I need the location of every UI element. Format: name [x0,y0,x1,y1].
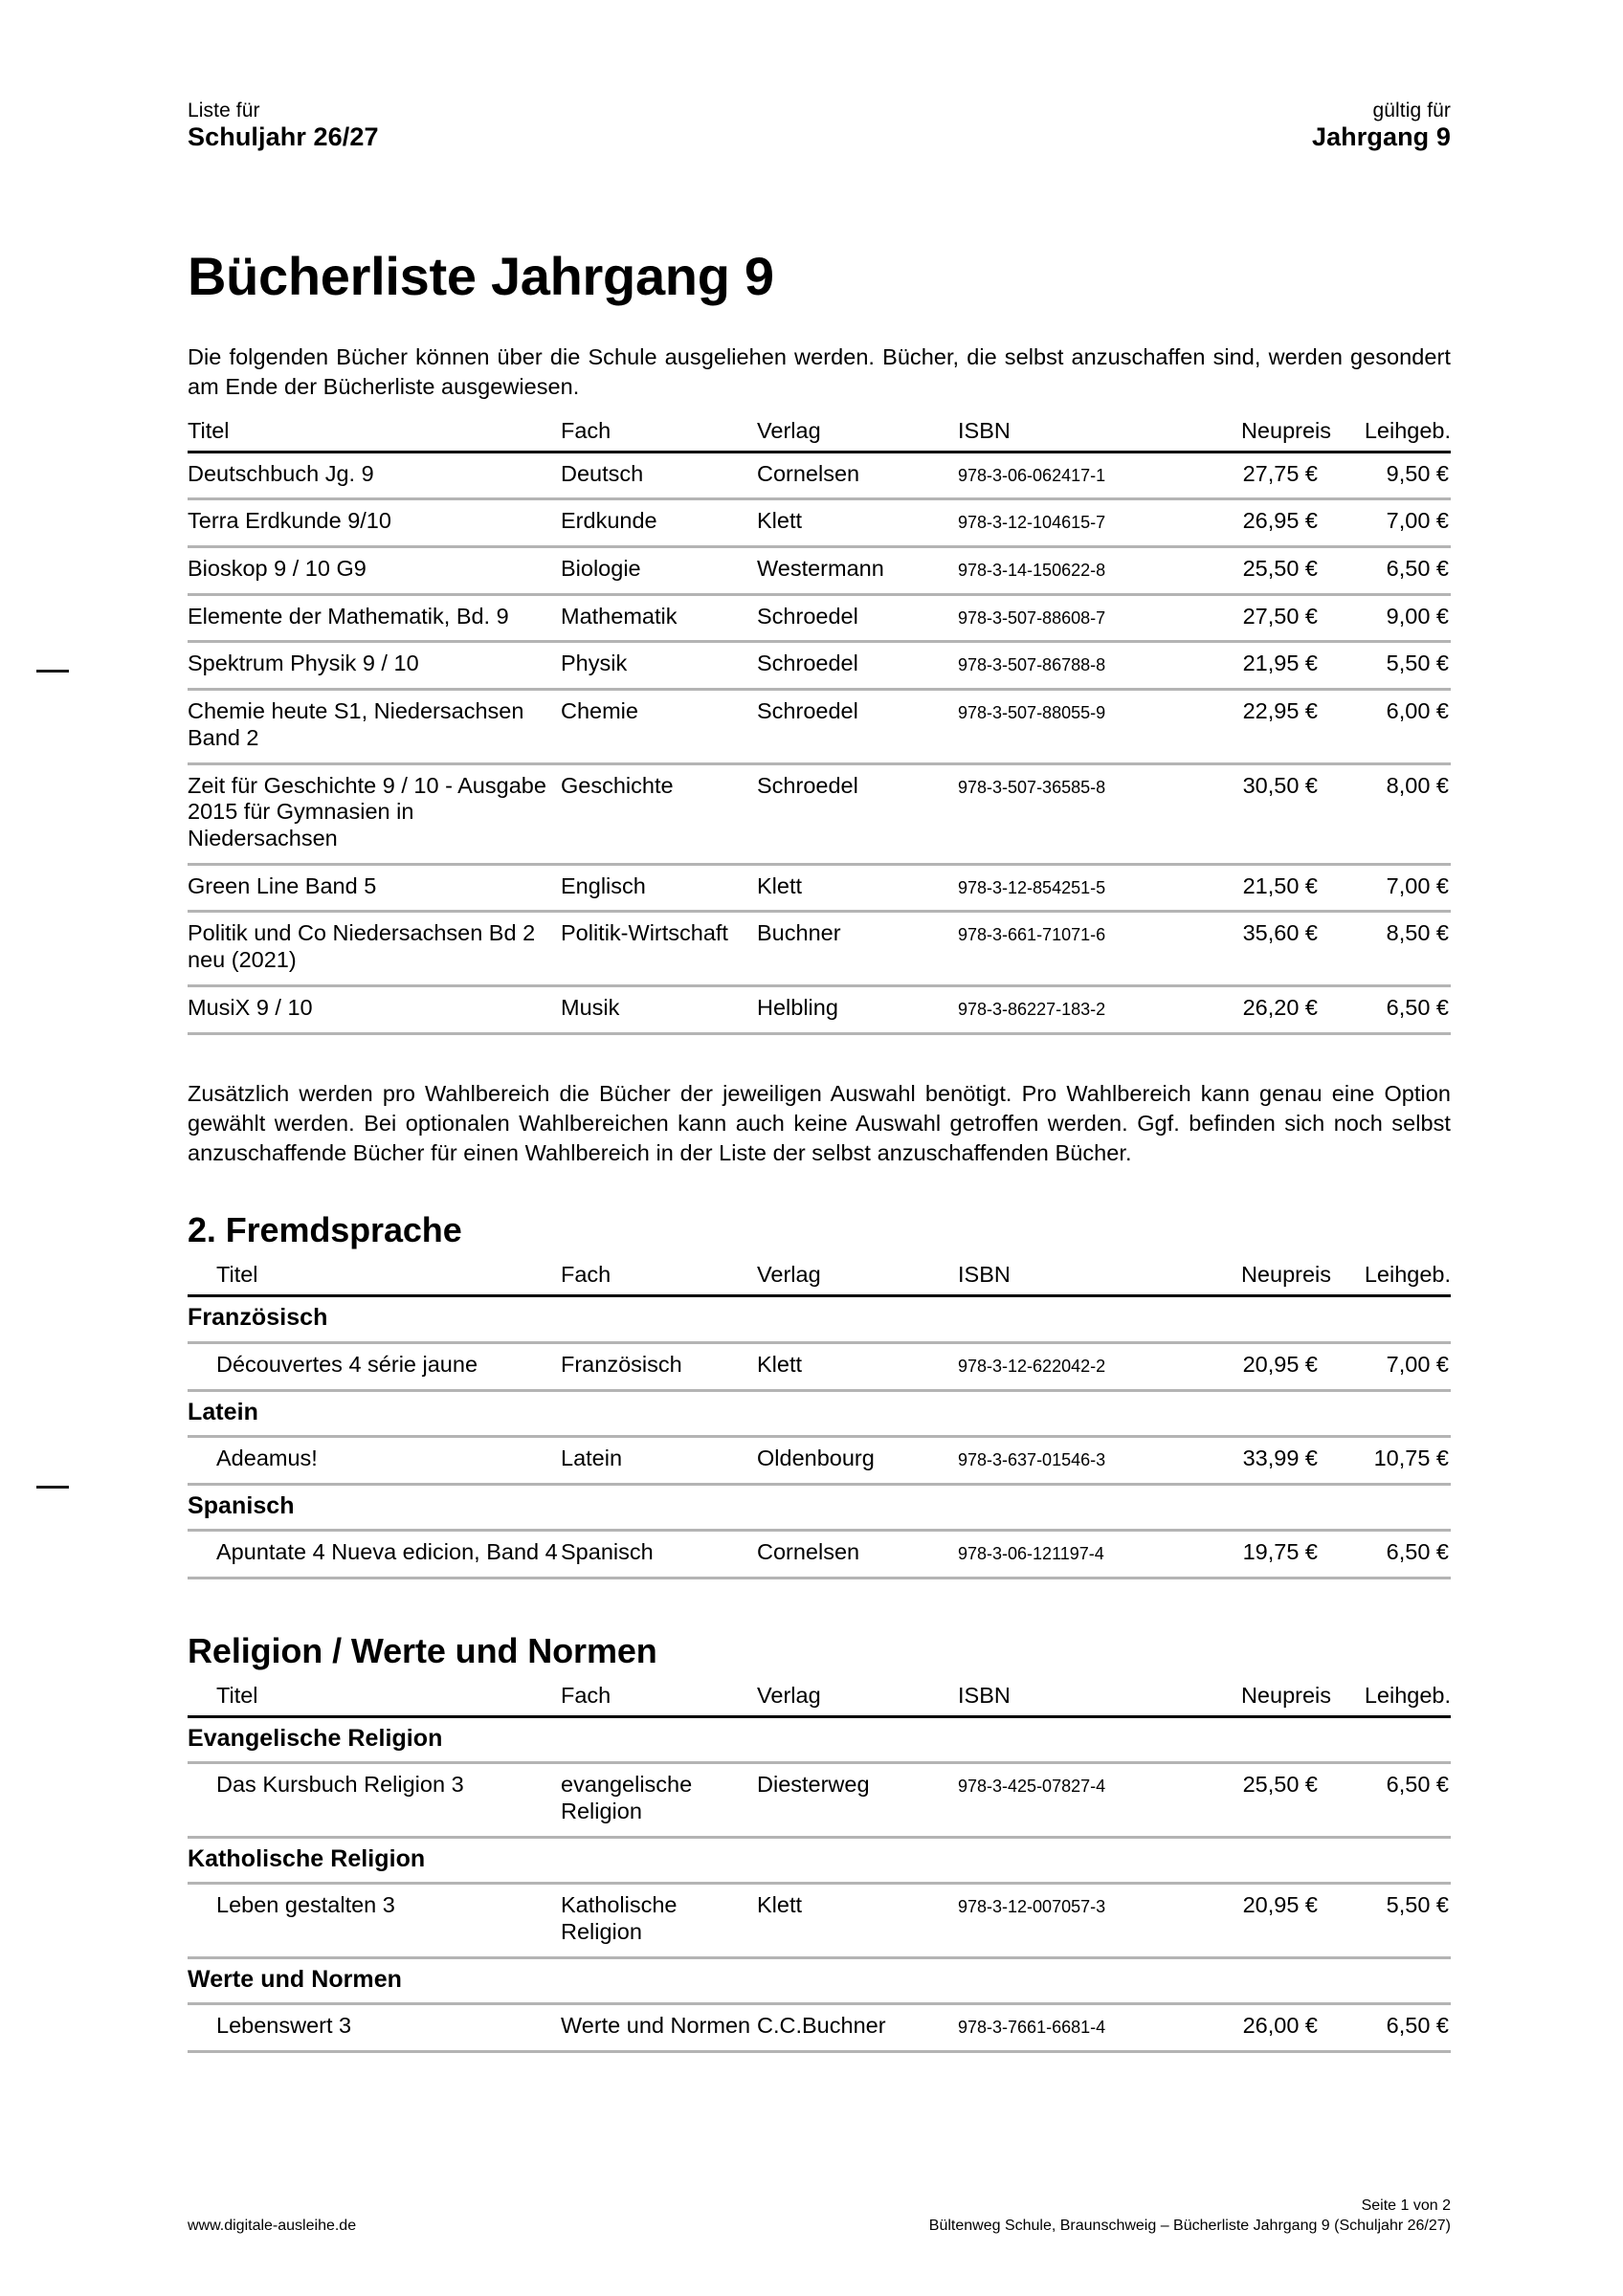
header-left-value: Schuljahr 26/27 [188,122,379,152]
column-header-neupreis: Neupreis [1240,417,1331,443]
book-isbn: 978-3-637-01546-3 [958,1450,1106,1470]
option-group-heading-row [188,1957,1451,2004]
book-title: Deutschbuch Jg. 9 [188,460,374,486]
table-row [188,594,1451,642]
book-publisher: Schroedel [757,698,858,724]
intro-paragraph: Die folgenden Bücher können über die Schule ausgeliehen werden. Bücher, die selbst anzuschaffen sind, werden gesondert am Ende der Bücherliste ausgewiesen. [188,344,1451,400]
book-subject: Französisch [561,1351,682,1377]
book-title: MusiX 9 / 10 [188,994,313,1020]
book-new-price: 27,75 € [1242,460,1318,486]
book-rental-fee: 8,00 € [1386,772,1449,798]
book-publisher: Helbling [757,994,838,1020]
book-publisher: Klett [757,1892,803,1918]
column-header-titel: Titel [216,1682,258,1708]
book-title: Zeit für Geschichte 9 / 10 - Ausgabe 2015 für Gymnasien in Niedersachsen [188,772,546,850]
table-row [188,642,1451,690]
main-table-body [188,452,1451,1033]
table-row [188,1437,1451,1485]
book-subject: Mathematik [561,603,678,629]
header-right-label: gültig für [1372,99,1451,121]
book-subject: Geschichte [561,772,674,798]
note-paragraph: Zusätzlich werden pro Wahlbereich die Bücher der jeweiligen Auswahl benötigt. Pro Wahlbereich kann genau eine Option gewählt werden. Bei optionalen Wahlbereichen kann auch keine Auswahl getroffen werden. Ggf. befinden sich noch selbst anzuschaffende Bücher für einen Wahlbereich in der Liste der selbst anzuschaffenden Bücher. [188,1080,1451,1166]
option-group-label: Katholische Religion [188,1844,426,1872]
column-header-neupreis: Neupreis [1240,1682,1331,1708]
book-isbn: 978-3-14-150622-8 [958,560,1106,580]
book-subject: Musik [561,994,620,1020]
option-book-table [188,1683,1451,2053]
table-row [188,499,1451,547]
book-new-price: 20,95 € [1242,1351,1318,1377]
book-rental-fee: 7,00 € [1386,1351,1449,1377]
fold-mark-top [36,670,69,673]
book-new-price: 19,75 € [1242,1539,1318,1565]
page-title: Bücherliste Jahrgang 9 [188,245,774,306]
book-rental-fee: 5,50 € [1386,651,1449,676]
book-rental-fee: 6,50 € [1386,2013,1449,2039]
option-book-table [188,1262,1451,1579]
book-title: Apuntate 4 Nueva edicion, Band 4 [216,1539,558,1565]
book-publisher: Westermann [757,555,884,581]
column-header-titel: Titel [188,417,230,443]
book-rental-fee: 6,50 € [1386,994,1449,1020]
column-header-leihgeb: Leihgeb. [1364,417,1451,443]
book-rental-fee: 8,50 € [1386,920,1449,946]
table-row [188,1763,1451,1837]
book-rental-fee: 6,50 € [1386,1539,1449,1565]
table-row [188,1531,1451,1578]
header-right-value: Jahrgang 9 [1311,122,1451,152]
book-publisher: Klett [757,508,803,534]
book-new-price: 25,50 € [1242,555,1318,581]
book-new-price: 25,50 € [1242,1772,1318,1798]
book-title: Politik und Co Niedersachsen Bd 2 neu (2021) [188,920,536,973]
book-rental-fee: 9,50 € [1386,460,1449,486]
main-book-table [188,418,1451,1035]
book-new-price: 22,95 € [1242,698,1318,724]
fold-mark-bottom [36,1486,69,1489]
column-header-neupreis: Neupreis [1240,1262,1331,1288]
option-table-header-row [188,1262,1451,1296]
book-isbn: 978-3-661-71071-6 [958,925,1106,945]
option-group-label: Spanisch [188,1491,295,1519]
book-new-price: 26,00 € [1242,2013,1318,2039]
footer-website: www.digitale-ausleihe.de [188,2218,357,2235]
table-row [188,2004,1451,2052]
sections-container [188,1210,1451,2053]
column-header-verlag: Verlag [757,417,821,443]
book-isbn: 978-3-425-07827-4 [958,1777,1106,1797]
book-rental-fee: 6,00 € [1386,698,1449,724]
main-table-header-row [188,418,1451,453]
document-header [188,99,1451,153]
book-new-price: 33,99 € [1242,1446,1318,1471]
book-rental-fee: 7,00 € [1386,872,1449,898]
section-heading: Religion / Werte und Normen [188,1630,657,1670]
book-title: Bioskop 9 / 10 G9 [188,555,367,581]
table-row [188,546,1451,594]
option-table-body [188,1296,1451,1578]
document-footer [188,2196,1451,2237]
footer-right-block [929,2196,1451,2237]
main-table-head [188,418,1451,453]
book-subject: Deutsch [561,460,644,486]
footer-page-info: Seite 1 von 2 [1361,2197,1451,2214]
column-header-titel: Titel [216,1262,258,1288]
section-heading: 2. Fremdsprache [188,1210,462,1250]
header-left-block [188,99,379,153]
book-isbn: 978-3-7661-6681-4 [958,2018,1106,2038]
book-isbn: 978-3-507-86788-8 [958,655,1106,675]
book-publisher: Schroedel [757,651,858,676]
option-group-heading-row [188,1716,1451,1763]
book-subject: Politik-Wirtschaft [561,920,728,946]
book-rental-fee: 10,75 € [1373,1446,1449,1471]
book-rental-fee: 5,50 € [1386,1892,1449,1918]
column-header-leihgeb: Leihgeb. [1364,1262,1451,1288]
book-isbn: 978-3-507-88055-9 [958,703,1106,723]
book-new-price: 21,50 € [1242,872,1318,898]
option-table-body [188,1716,1451,2051]
column-header-leihgeb: Leihgeb. [1364,1682,1451,1708]
book-rental-fee: 6,50 € [1386,1772,1449,1798]
book-new-price: 21,95 € [1242,651,1318,676]
book-rental-fee: 9,00 € [1386,603,1449,629]
book-subject: Englisch [561,872,646,898]
column-header-verlag: Verlag [757,1682,821,1708]
document-content [188,342,1451,2053]
option-group-heading-row [188,1296,1451,1343]
option-table-header-row [188,1683,1451,1717]
table-row [188,864,1451,912]
table-row [188,452,1451,499]
book-rental-fee: 6,50 € [1386,555,1449,581]
book-subject: Biologie [561,555,641,581]
book-subject: Chemie [561,698,638,724]
book-subject: Erdkunde [561,508,657,534]
book-new-price: 27,50 € [1242,603,1318,629]
table-row [188,985,1451,1033]
book-new-price: 26,95 € [1242,508,1318,534]
book-rental-fee: 7,00 € [1386,508,1449,534]
column-header-verlag: Verlag [757,1262,821,1288]
header-left-label: Liste für [188,99,260,121]
book-isbn: 978-3-12-854251-5 [958,877,1106,897]
table-row [188,1884,1451,1957]
book-title: Terra Erdkunde 9/10 [188,508,391,534]
book-isbn: 978-3-86227-183-2 [958,999,1106,1019]
column-header-isbn: ISBN [958,1682,1011,1708]
option-group-label: Französisch [188,1304,328,1332]
book-isbn: 978-3-507-36585-8 [958,777,1106,797]
book-publisher: Buchner [757,920,841,946]
book-title: Chemie heute S1, Niedersachsen Band 2 [188,698,524,750]
column-header-isbn: ISBN [958,417,1011,443]
footer-document-info: Bültenweg Schule, Braunschweig – Bücherliste Jahrgang 9 (Schuljahr 26/27) [928,2218,1451,2235]
book-subject: Spanisch [561,1539,654,1565]
book-publisher: Schroedel [757,772,858,798]
book-isbn: 978-3-06-062417-1 [958,465,1106,485]
book-publisher: Diesterweg [757,1772,870,1798]
book-title: Découvertes 4 série jaune [216,1351,478,1377]
book-subject: Werte und Normen [561,2013,751,2039]
book-publisher: Klett [757,872,803,898]
book-isbn: 978-3-06-121197-4 [958,1544,1104,1564]
book-title: Adeamus! [216,1446,318,1471]
option-group-label: Werte und Normen [188,1965,402,1993]
book-isbn: 978-3-507-88608-7 [958,607,1106,628]
book-title: Lebenswert 3 [216,2013,352,2039]
table-row [188,763,1451,864]
book-subject: Katholische Religion [561,1892,678,1945]
book-subject: evangelische Religion [561,1772,693,1824]
book-title: Spektrum Physik 9 / 10 [188,651,419,676]
option-group-heading-row [188,1484,1451,1531]
option-group-label: Evangelische Religion [188,1724,443,1752]
option-group-heading-row [188,1390,1451,1437]
book-subject: Physik [561,651,628,676]
header-right-block [1312,99,1451,153]
book-new-price: 26,20 € [1242,994,1318,1020]
book-new-price: 20,95 € [1242,1892,1318,1918]
table-row [188,690,1451,763]
book-publisher: Cornelsen [757,460,860,486]
book-title: Elemente der Mathematik, Bd. 9 [188,603,509,629]
book-publisher: C.C.Buchner [757,2013,886,2039]
book-isbn: 978-3-12-104615-7 [958,513,1106,533]
book-title: Leben gestalten 3 [216,1892,395,1918]
column-header-fach: Fach [561,1682,611,1708]
option-group-heading-row [188,1837,1451,1884]
table-row [188,1342,1451,1390]
book-isbn: 978-3-12-622042-2 [958,1356,1106,1376]
book-new-price: 35,60 € [1242,920,1318,946]
table-row [188,912,1451,985]
book-publisher: Oldenbourg [757,1446,875,1471]
book-publisher: Cornelsen [757,1539,860,1565]
book-title: Green Line Band 5 [188,872,377,898]
book-subject: Latein [561,1446,623,1471]
column-header-fach: Fach [561,417,611,443]
column-header-fach: Fach [561,1262,611,1288]
book-new-price: 30,50 € [1242,772,1318,798]
book-publisher: Schroedel [757,603,858,629]
column-header-isbn: ISBN [958,1262,1011,1288]
book-isbn: 978-3-12-007057-3 [958,1897,1106,1917]
book-publisher: Klett [757,1351,803,1377]
book-title: Das Kursbuch Religion 3 [216,1772,464,1798]
option-group-label: Latein [188,1398,258,1425]
